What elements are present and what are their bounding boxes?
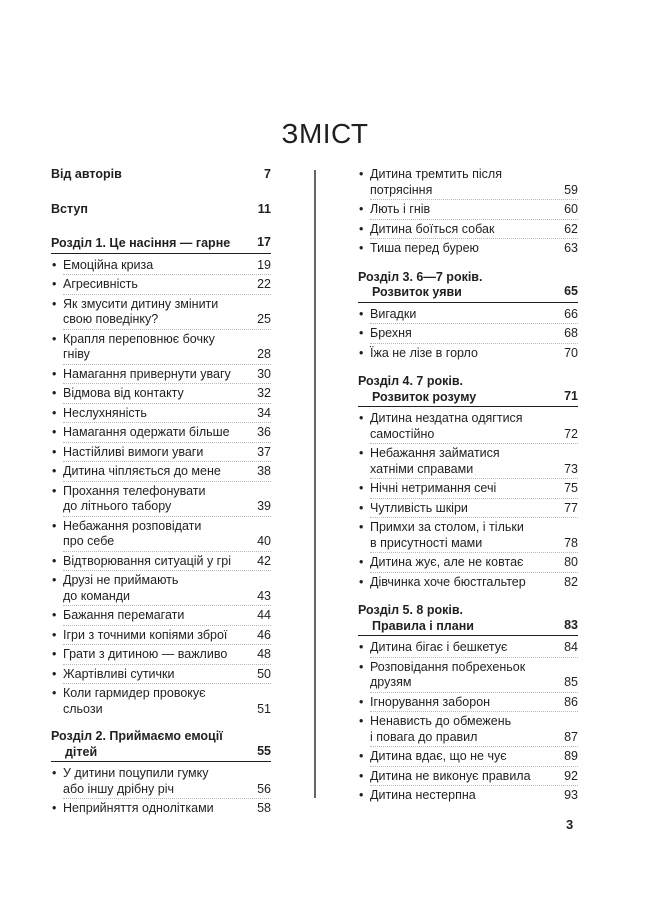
toc-entry-title <box>370 222 578 238</box>
toc-left-column <box>51 167 271 817</box>
toc-page-number: 85 <box>564 675 578 689</box>
toc-entry-title <box>370 167 578 198</box>
toc-page-number: 55 <box>257 743 271 758</box>
toc-page-number: 87 <box>564 729 578 744</box>
toc-page-number: 17 <box>257 235 271 249</box>
toc-entry-title <box>370 202 578 218</box>
toc-page-number: 44 <box>257 608 271 622</box>
toc-entry-line: • Дитина нестерпна <box>370 788 476 802</box>
toc-entry-line: • Емоційна криза <box>63 257 154 272</box>
toc-entry-title <box>370 660 578 691</box>
toc-entry-line: • Дівчинка хоче бюстгальтер <box>370 574 526 589</box>
toc-entry-line: • Відтворювання ситуацій у грі <box>63 553 231 568</box>
toc-page-number: 28 <box>257 347 271 361</box>
toc-entry-title <box>51 236 271 254</box>
toc-entry <box>51 647 271 663</box>
toc-entry-line: • Дитина чіпляється до мене <box>63 464 221 478</box>
toc-entry-title <box>63 608 271 624</box>
toc-page-number: 80 <box>564 555 578 569</box>
toc-entry-line: • Прохання телефонувати <box>63 483 206 498</box>
toc-entry-line: • Дитина боїться собак <box>370 221 495 236</box>
toc-right-column <box>358 167 578 804</box>
toc-entry-line: • Коли гармидер провокує <box>63 686 206 700</box>
toc-page-number: 65 <box>564 284 578 298</box>
toc-entry-line: Розвиток розуму <box>372 389 477 404</box>
toc-entry-line: • Дитина тремтить після <box>370 167 502 181</box>
toc-entry-title <box>370 575 578 591</box>
toc-entry <box>358 788 578 804</box>
toc-entry-line: самостійно <box>370 426 435 441</box>
toc-section-heading <box>358 603 578 636</box>
toc-page-number: 71 <box>564 388 578 403</box>
toc-page-number: 75 <box>564 481 578 495</box>
toc-entry-title <box>370 695 578 711</box>
toc-entry-title <box>63 686 271 717</box>
toc-entry-title <box>63 464 271 480</box>
toc-entry <box>358 241 578 257</box>
toc-page-number: 58 <box>257 801 271 815</box>
toc-entry-line: Правила і плани <box>372 618 474 633</box>
toc-page-number: 56 <box>257 781 271 796</box>
toc-page-number: 34 <box>257 405 271 420</box>
toc-entry-line: потрясіння <box>370 182 433 197</box>
toc-entry <box>358 222 578 238</box>
toc-page-number: 84 <box>564 640 578 654</box>
toc-entry-line: • Дитина не виконує правила <box>370 768 531 783</box>
toc-section-heading <box>51 236 271 254</box>
toc-entry-line: • Небажання розповідати <box>63 518 202 533</box>
toc-entry-title <box>370 749 578 765</box>
toc-page-number: 43 <box>257 588 271 603</box>
toc-entry <box>51 277 271 293</box>
toc-entry <box>358 749 578 765</box>
toc-entry <box>51 519 271 550</box>
toc-entry <box>358 640 578 656</box>
toc-entry-line: Від авторів <box>51 167 122 181</box>
toc-entry-line: • У дитини поцупили гумку <box>63 766 209 780</box>
toc-page-number: 39 <box>257 499 271 513</box>
toc-page-number: 83 <box>564 617 578 632</box>
toc-entry-title <box>370 326 578 342</box>
toc-entry-line: Розділ 1. Це насіння — гарне <box>51 236 231 250</box>
toc-entry-line: • Дитина вдає, що не чує <box>370 749 507 763</box>
toc-page-number: 38 <box>257 464 271 478</box>
toc-entry <box>51 801 271 817</box>
toc-entry <box>358 714 578 745</box>
toc-entry <box>358 446 578 477</box>
toc-entry-line: про себе <box>63 534 115 548</box>
toc-page-number: 37 <box>257 444 271 459</box>
toc-heading <box>51 167 271 183</box>
toc-entry-title <box>358 374 578 407</box>
toc-entry-line: • Лють і гнів <box>370 202 431 216</box>
toc-page-number: 59 <box>564 182 578 197</box>
toc-entry <box>51 445 271 461</box>
page-number: 3 <box>566 817 574 832</box>
toc-entry <box>51 332 271 363</box>
toc-entry-line: • Розповідання побрехеньок <box>370 659 526 674</box>
toc-entry-line: • Крапля переповнює бочку <box>63 331 215 346</box>
toc-page-number: 86 <box>564 694 578 709</box>
toc-section-heading <box>358 374 578 407</box>
toc-entry-title <box>358 603 578 636</box>
toc-page-number: 89 <box>564 749 578 763</box>
toc-entry <box>358 481 578 497</box>
toc-page-number: 36 <box>257 425 271 439</box>
toc-entry-title <box>63 332 271 363</box>
toc-entry-line: • Жартівливі сутички <box>63 666 175 681</box>
toc-entry-line: до команди <box>63 588 131 603</box>
toc-page-number: 60 <box>564 202 578 216</box>
toc-page-number: 62 <box>564 221 578 236</box>
toc-entry-line: • Ненависть до обмежень <box>370 714 512 728</box>
toc-entry <box>358 660 578 691</box>
toc-entry <box>358 346 578 362</box>
toc-entry-line: • Друзі не приймають <box>63 573 179 587</box>
toc-page-number: 78 <box>564 535 578 550</box>
toc-page-number: 73 <box>564 461 578 476</box>
toc-entry-line: в присутності мами <box>370 535 483 550</box>
toc-entry-line: • Як змусити дитину змінити <box>63 296 219 311</box>
toc-entry-line: або іншу дрібну річ <box>63 781 175 796</box>
toc-entry-title <box>370 307 578 323</box>
toc-entry-line: • Агресивність <box>63 277 138 291</box>
toc-entry <box>358 411 578 442</box>
toc-entry <box>51 608 271 624</box>
toc-entry-title <box>63 406 271 422</box>
toc-entry <box>51 667 271 683</box>
toc-page-number: 19 <box>257 257 271 272</box>
toc-page-number: 46 <box>257 627 271 642</box>
toc-entry-line: • Грати з дитиною — важливо <box>63 647 228 661</box>
toc-page-number: 93 <box>564 788 578 802</box>
toc-page-number: 48 <box>257 647 271 661</box>
toc-entry-title <box>370 481 578 497</box>
toc-entry-title <box>370 640 578 656</box>
toc-page-number: 42 <box>257 553 271 568</box>
toc-entry <box>51 686 271 717</box>
toc-entry-title <box>63 647 271 663</box>
toc-page-number: 22 <box>257 277 271 291</box>
toc-entry <box>51 554 271 570</box>
toc-entry-title <box>63 258 271 274</box>
toc-entry <box>51 628 271 644</box>
toc-entry-title <box>63 445 271 461</box>
toc-page-number: 30 <box>257 366 271 381</box>
toc-entry-title <box>51 202 271 218</box>
toc-page-number: 66 <box>564 306 578 321</box>
toc-entry-title <box>370 769 578 785</box>
toc-entry-line: • Намагання привернути увагу <box>63 366 231 381</box>
toc-entry <box>358 307 578 323</box>
toc-entry-line: • Вигадки <box>370 306 417 321</box>
toc-entry-title <box>370 520 578 551</box>
toc-entry-line: • Дитина жує, але не ковтає <box>370 555 524 569</box>
toc-entry <box>51 297 271 328</box>
toc-entry <box>51 386 271 402</box>
toc-entry-title <box>370 555 578 571</box>
toc-entry-line: • Неслухняність <box>63 405 147 420</box>
toc-entry <box>358 575 578 591</box>
toc-entry-title <box>370 788 578 804</box>
toc-entry-title <box>370 446 578 477</box>
toc-page-number: 51 <box>257 701 271 716</box>
toc-entry-line: • Неприйняття однолітками <box>63 801 214 815</box>
toc-entry <box>51 367 271 383</box>
toc-page-number: 77 <box>564 500 578 515</box>
toc-page-number: 72 <box>564 426 578 441</box>
toc-entry-line: • Нічні нетримання сечі <box>370 481 497 495</box>
toc-entry <box>358 501 578 517</box>
column-divider <box>314 170 316 798</box>
toc-entry-title <box>63 628 271 644</box>
toc-entry-line: • Бажання перемагати <box>63 608 185 622</box>
toc-page-number: 40 <box>257 534 271 548</box>
toc-entry-line: • Їжа не лізе в горло <box>370 345 478 360</box>
toc-entry-line: Розділ 3. 6—7 років. <box>358 269 483 284</box>
toc-entry <box>51 406 271 422</box>
toc-entry-line: • Ігри з точними копіями зброї <box>63 627 228 642</box>
toc-entry-title <box>358 270 578 303</box>
toc-entry <box>51 766 271 797</box>
toc-entry <box>51 484 271 515</box>
toc-entry-title <box>63 573 271 604</box>
toc-entry-line: • Тиша перед бурею <box>370 241 479 255</box>
toc-heading <box>51 202 271 218</box>
toc-entry <box>358 769 578 785</box>
toc-entry-line: друзям <box>370 675 412 689</box>
toc-entry-title <box>63 425 271 441</box>
toc-entry <box>358 326 578 342</box>
toc-entry-line: • Небажання займатися <box>370 446 500 460</box>
toc-entry <box>51 258 271 274</box>
toc-entry-line: • Примхи за столом, і тільки <box>370 520 524 534</box>
toc-page-number: 70 <box>564 345 578 360</box>
toc-page-number: 92 <box>564 768 578 783</box>
toc-entry-title <box>370 411 578 442</box>
toc-entry-line: • Дитина бігає і бешкетує <box>370 640 508 654</box>
toc-entry <box>51 464 271 480</box>
toc-entry-line: • Настійливі вимоги уваги <box>63 444 204 459</box>
toc-entry-title <box>63 367 271 383</box>
toc-entry <box>358 202 578 218</box>
toc-entry-line: Розвиток уяви <box>372 285 462 299</box>
toc-entry-line: • Чутливість шкіри <box>370 500 468 515</box>
toc-entry-title <box>63 297 271 328</box>
toc-entry <box>51 573 271 604</box>
toc-entry-line: • Намагання одержати більше <box>63 425 230 439</box>
toc-entry <box>51 425 271 441</box>
toc-entry-title <box>63 277 271 293</box>
toc-page-number: 50 <box>257 666 271 681</box>
toc-entry-title <box>63 484 271 515</box>
toc-entry-title <box>370 241 578 257</box>
toc-page-number: 25 <box>257 312 271 326</box>
toc-section-heading <box>51 729 271 762</box>
toc-entry-line: Розділ 5. 8 років. <box>358 603 464 617</box>
toc-entry-line: • Дитина нездатна одягтися <box>370 411 523 425</box>
toc-entry <box>358 695 578 711</box>
toc-entry <box>358 555 578 571</box>
toc-entry-line: • Відмова від контакту <box>63 386 184 400</box>
toc-entry-line: і повага до правил <box>370 729 478 744</box>
toc-entry <box>358 167 578 198</box>
toc-entry-line: • Ігнорування заборон <box>370 694 491 709</box>
toc-entry <box>358 520 578 551</box>
toc-entry-line: Розділ 4. 7 років. <box>358 374 464 388</box>
toc-entry-title <box>51 729 271 762</box>
toc-entry-title <box>370 346 578 362</box>
toc-entry-line: до літнього табору <box>63 499 172 513</box>
toc-entry-title <box>63 766 271 797</box>
toc-page-number: 11 <box>257 201 271 216</box>
toc-entry-title <box>370 714 578 745</box>
toc-entry-line: хатніми справами <box>370 461 474 476</box>
toc-entry-title <box>63 667 271 683</box>
toc-entry-line: гніву <box>63 347 90 361</box>
toc-page-number: 68 <box>564 326 578 340</box>
toc-entry-line: Розділ 2. Приймаємо емоції <box>51 729 223 743</box>
toc-entry-line: дітей <box>65 744 98 759</box>
toc-entry-title <box>63 519 271 550</box>
page-title: ЗМІСТ <box>281 118 369 149</box>
toc-entry-title <box>370 501 578 517</box>
toc-entry-title <box>63 554 271 570</box>
toc-section-heading <box>358 270 578 303</box>
toc-entry-line: свою поведінку? <box>63 312 159 326</box>
toc-page-number: 63 <box>564 241 578 255</box>
toc-entry-title <box>63 801 271 817</box>
toc-page-number: 7 <box>264 167 271 181</box>
toc-page-number: 32 <box>257 386 271 400</box>
toc-entry-title <box>63 386 271 402</box>
toc-entry-title <box>51 167 271 183</box>
toc-page-number: 82 <box>564 574 578 589</box>
toc-entry-line: Вступ <box>51 201 88 216</box>
toc-entry-line: сльози <box>63 701 103 716</box>
toc-entry-line: • Брехня <box>370 326 412 340</box>
